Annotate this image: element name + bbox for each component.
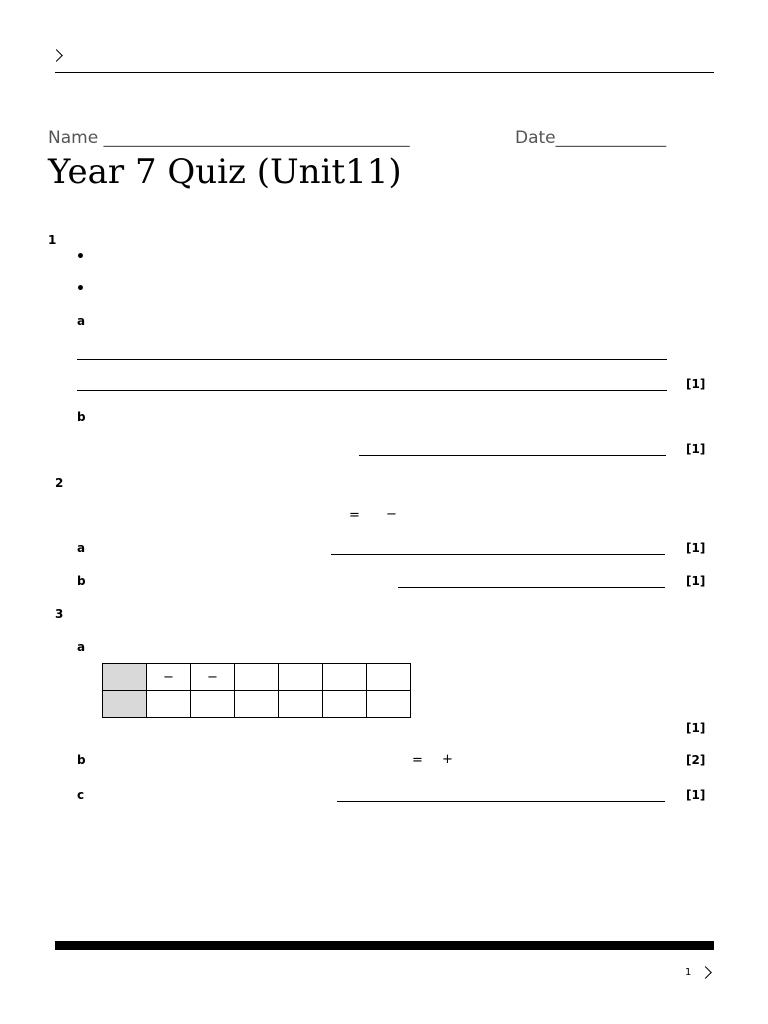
table-cell[interactable] xyxy=(367,691,411,718)
date-label: Date xyxy=(515,128,556,148)
question-1-number: 1 xyxy=(48,233,57,247)
table-cell: − xyxy=(147,664,191,691)
question-1-bullet: • xyxy=(76,249,85,265)
table-cell[interactable] xyxy=(147,691,191,718)
footer-bar xyxy=(55,941,714,950)
page-title: Year 7 Quiz (Unit11) xyxy=(48,152,402,192)
question-1-bullet: • xyxy=(76,281,85,297)
chevron-right-icon[interactable] xyxy=(699,966,712,979)
answer-line[interactable] xyxy=(77,390,667,391)
table-cell xyxy=(103,664,147,691)
question-1b-mark: [1] xyxy=(686,442,706,456)
question-2b-label: b xyxy=(77,574,86,588)
table-cell[interactable] xyxy=(279,691,323,718)
table-cell xyxy=(235,664,279,691)
table-cell xyxy=(323,664,367,691)
value-table xyxy=(102,663,411,718)
answer-line[interactable] xyxy=(77,359,667,360)
table-cell[interactable] xyxy=(235,691,279,718)
question-3c-label: c xyxy=(77,788,85,802)
answer-line[interactable] xyxy=(337,801,665,802)
name-blank: ____________________________________ xyxy=(103,128,410,148)
equation-equals: = xyxy=(349,508,360,523)
question-3b-label: b xyxy=(77,753,86,767)
date-field[interactable] xyxy=(515,128,666,148)
table-cell xyxy=(367,664,411,691)
page-number: 1 xyxy=(685,967,692,978)
answer-line[interactable] xyxy=(359,455,666,456)
equation-minus: − xyxy=(386,507,397,522)
chevron-right-icon xyxy=(50,49,63,62)
table-cell xyxy=(279,664,323,691)
answer-line[interactable] xyxy=(331,554,665,555)
question-2a-label: a xyxy=(77,541,86,555)
question-2a-mark: [1] xyxy=(686,541,706,555)
question-2-number: 2 xyxy=(55,476,64,490)
question-3-number: 3 xyxy=(55,607,64,621)
equation-plus: + xyxy=(442,752,453,767)
header-rule xyxy=(55,72,714,73)
question-2b-mark: [1] xyxy=(686,574,706,588)
name-field[interactable] xyxy=(48,128,410,148)
date-blank: _____________ xyxy=(555,128,667,148)
question-3c-mark: [1] xyxy=(686,788,706,802)
question-1a-mark: [1] xyxy=(686,377,706,391)
equation-equals: = xyxy=(412,753,423,768)
answer-line[interactable] xyxy=(398,587,665,588)
question-3a-mark: [1] xyxy=(686,721,706,735)
name-label: Name xyxy=(48,128,99,148)
table-cell xyxy=(103,691,147,718)
question-3b-mark: [2] xyxy=(686,753,706,767)
question-3a-label: a xyxy=(77,640,86,654)
table-cell[interactable] xyxy=(191,691,235,718)
table-cell: − xyxy=(191,664,235,691)
question-1a-label: a xyxy=(77,314,86,328)
table-row xyxy=(103,691,411,718)
table-row xyxy=(103,664,411,691)
table-cell[interactable] xyxy=(323,691,367,718)
question-1b-label: b xyxy=(77,410,86,424)
